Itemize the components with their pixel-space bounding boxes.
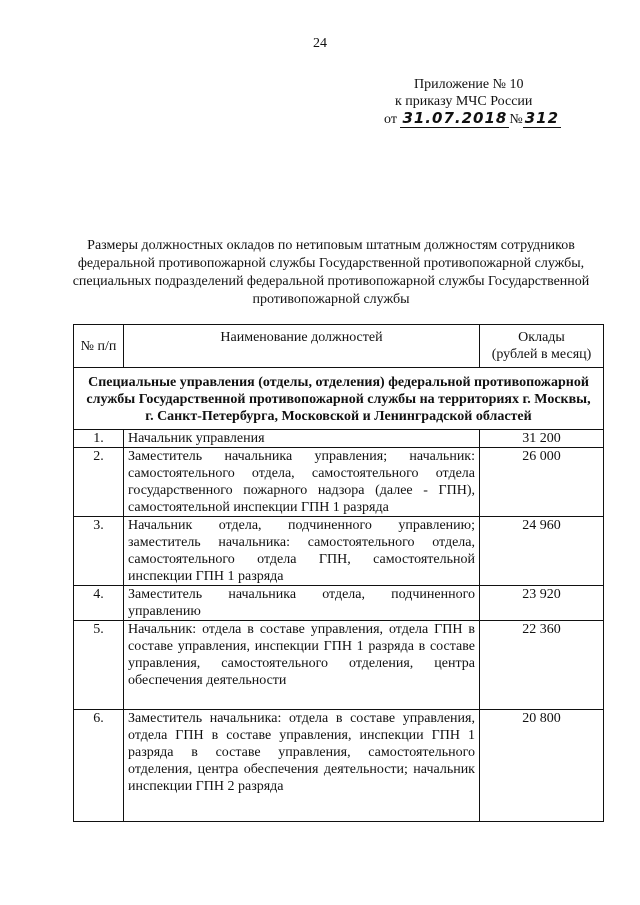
section-row: [74, 368, 604, 430]
number-label: №: [509, 112, 523, 127]
header-salary: [480, 325, 604, 368]
row-position: Начальник отдела, подчиненного управлению; заместитель начальника: самостоятельного отдела, самостоятельного отдела ГПН, самостоятельной инспекции ГПН 1 разряда: [124, 517, 480, 586]
table-row: [74, 621, 604, 710]
section-title: Специальные управления (отделы, отделения) федеральной противопожарной службы Государственной противопожарной службы на территориях г. Москвы, г. Санкт-Петербурга, Московской и Ленинградской областей: [74, 368, 604, 430]
row-position: Заместитель начальника: отдела в составе управления, отдела ГПН в составе управления, инспекции ГПН 1 разряда в составе управления, самостоятельного отделения, центра обеспечения деятельности; начальник инспекции ГПН 2 разряда: [124, 710, 480, 822]
row-salary: 22 360: [480, 621, 604, 710]
row-salary: 26 000: [480, 448, 604, 517]
row-salary: 31 200: [480, 430, 604, 448]
table-row: [74, 517, 604, 586]
appendix-line-3: [384, 110, 574, 128]
appendix-line-1: Приложение № 10: [414, 77, 524, 92]
header-salary-line-1: Оклады: [518, 330, 565, 345]
table-header-row: [74, 325, 604, 368]
handwritten-number: 312: [524, 109, 560, 127]
row-salary: 20 800: [480, 710, 604, 822]
header-num: № п/п: [74, 325, 124, 368]
row-num: 6.: [74, 710, 124, 822]
header-name: Наименование должностей: [124, 325, 480, 368]
row-salary: 24 960: [480, 517, 604, 586]
from-label: от: [384, 112, 397, 127]
row-num: 1.: [74, 430, 124, 448]
table-row: [74, 586, 604, 621]
handwritten-date: 31.07.2018: [402, 109, 508, 127]
row-num: 3.: [74, 517, 124, 586]
row-salary: 23 920: [480, 586, 604, 621]
row-num: 5.: [74, 621, 124, 710]
header-salary-line-2: (рублей в месяц): [491, 347, 592, 362]
row-position: Заместитель начальника управления; начальник: самостоятельного отдела, самостоятельного отдела государственного пожарного надзора (далее - ГПН), самостоятельной инспекции ГПН 1 разряда: [124, 448, 480, 517]
salary-table: [73, 324, 604, 822]
document-title: Размеры должностных окладов по нетиповым штатным должностям сотрудников федеральной противопожарной службы Государственной противопожарной службы, специальных подразделений федеральной противопожарной службы Государственной противопожарной службы: [72, 238, 590, 307]
table-row: [74, 448, 604, 517]
table-row: [74, 710, 604, 822]
appendix-block: [384, 76, 574, 128]
appendix-line-2: к приказу МЧС России: [395, 94, 533, 109]
row-num: 2.: [74, 448, 124, 517]
table-row: [74, 430, 604, 448]
row-position: Начальник: отдела в составе управления, отдела ГПН в составе управления, инспекции ГПН 1 разряда в составе управления, самостоятельного отделения, центра обеспечения деятельности: [124, 621, 480, 710]
row-num: 4.: [74, 586, 124, 621]
page-number: 24: [313, 36, 327, 51]
row-position: Заместитель начальника отдела, подчиненного управлению: [124, 586, 480, 621]
row-position: Начальник управления: [124, 430, 480, 448]
